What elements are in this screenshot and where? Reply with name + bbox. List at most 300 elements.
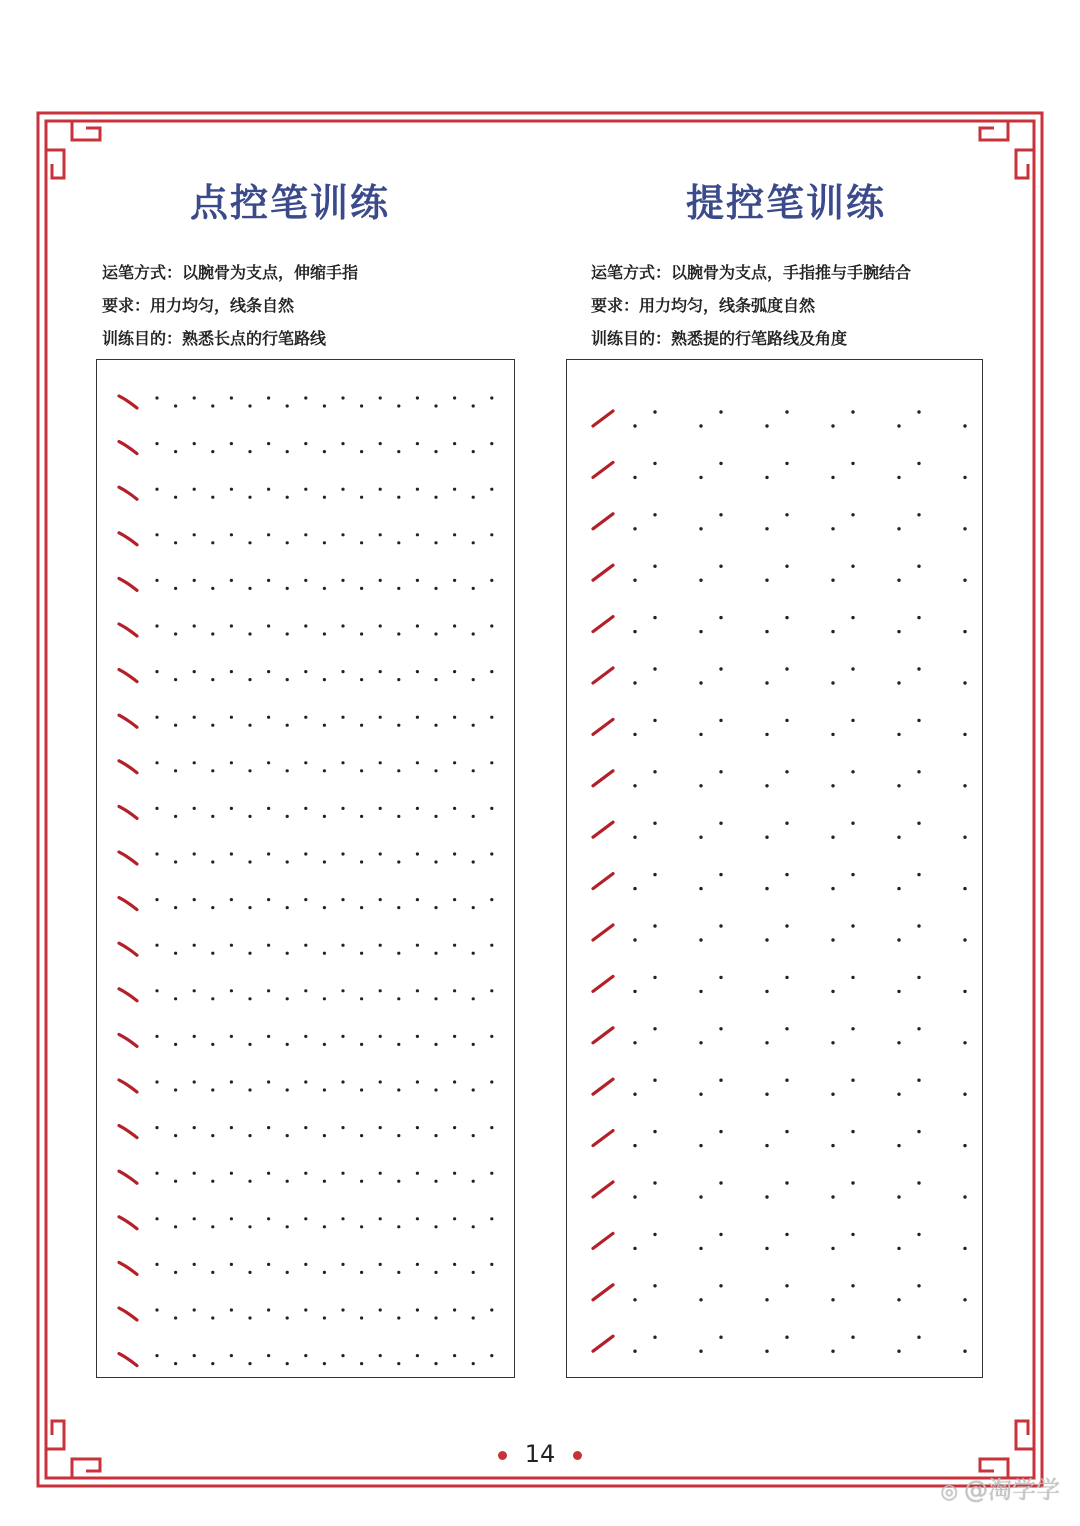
trace-dot — [248, 404, 251, 407]
trace-dot — [379, 670, 382, 673]
trace-dot — [765, 733, 768, 736]
trace-dot — [360, 952, 363, 955]
trace-dot — [360, 496, 363, 499]
trace-dot — [472, 860, 475, 863]
trace-dot — [193, 1080, 196, 1083]
trace-dot — [304, 807, 307, 810]
trace-dot — [341, 1172, 344, 1175]
trace-dot — [211, 997, 214, 1000]
trace-dot — [765, 836, 768, 839]
practice-row — [593, 616, 967, 633]
trace-dot — [917, 1079, 920, 1082]
model-stroke — [593, 1182, 613, 1197]
model-stroke — [119, 1034, 137, 1046]
trace-dot — [897, 1247, 900, 1250]
trace-dot — [341, 761, 344, 764]
trace-dot — [304, 761, 307, 764]
trace-dot — [719, 1336, 722, 1339]
trace-dot — [831, 476, 834, 479]
trace-dot — [267, 1217, 270, 1220]
trace-dot — [851, 924, 854, 927]
practice-row — [593, 873, 967, 890]
trace-dot — [831, 1093, 834, 1096]
trace-dot — [397, 1088, 400, 1091]
trace-dot — [699, 476, 702, 479]
trace-dot — [286, 1088, 289, 1091]
trace-dot — [963, 887, 966, 890]
trace-dot — [323, 1043, 326, 1046]
trace-dot — [267, 1263, 270, 1266]
trace-dot — [831, 990, 834, 993]
trace-dot — [174, 1362, 177, 1365]
trace-dot — [765, 1350, 768, 1353]
trace-dot — [397, 906, 400, 909]
trace-dot — [211, 769, 214, 772]
trace-dot — [304, 624, 307, 627]
trace-dot — [851, 462, 854, 465]
trace-dot — [286, 1043, 289, 1046]
trace-dot — [323, 678, 326, 681]
trace-dot — [765, 1041, 768, 1044]
trace-dot — [193, 1354, 196, 1357]
trace-dot — [719, 873, 722, 876]
trace-dot — [193, 442, 196, 445]
trace-dot — [323, 587, 326, 590]
trace-dot — [304, 1354, 307, 1357]
trace-dot — [155, 533, 158, 536]
trace-dot — [416, 1263, 419, 1266]
trace-dot — [699, 733, 702, 736]
trace-dot — [248, 1043, 251, 1046]
practice-row — [119, 1354, 493, 1366]
trace-dot — [379, 1126, 382, 1129]
trace-dot — [304, 579, 307, 582]
model-stroke — [593, 668, 613, 683]
trace-dot — [963, 579, 966, 582]
trace-dot — [267, 442, 270, 445]
trace-dot — [434, 997, 437, 1000]
trace-dot — [286, 1316, 289, 1319]
trace-dot — [653, 1336, 656, 1339]
trace-dot — [286, 860, 289, 863]
trace-dot — [267, 624, 270, 627]
trace-dot — [490, 488, 493, 491]
trace-dot — [653, 976, 656, 979]
trace-dot — [267, 989, 270, 992]
trace-dot — [248, 1271, 251, 1274]
model-stroke — [119, 578, 137, 590]
trace-dot — [304, 488, 307, 491]
trace-dot — [155, 944, 158, 947]
watermark-text: @淘学学 — [964, 1476, 1060, 1504]
trace-dot — [286, 496, 289, 499]
trace-dot — [719, 667, 722, 670]
trace-dot — [304, 396, 307, 399]
trace-dot — [453, 1172, 456, 1175]
trace-dot — [490, 1172, 493, 1175]
trace-dot — [286, 815, 289, 818]
model-stroke — [119, 898, 137, 910]
trace-dot — [490, 670, 493, 673]
trace-dot — [831, 630, 834, 633]
trace-dot — [267, 1172, 270, 1175]
trace-dot — [341, 624, 344, 627]
left-practice-grid — [96, 359, 515, 1378]
trace-dot — [267, 1354, 270, 1357]
trace-dot — [341, 396, 344, 399]
trace-dot — [341, 898, 344, 901]
trace-dot — [699, 579, 702, 582]
trace-dot — [897, 630, 900, 633]
trace-dot — [633, 733, 636, 736]
trace-dot — [267, 1080, 270, 1083]
trace-dot — [653, 873, 656, 876]
trace-dot — [323, 1088, 326, 1091]
trace-dot — [267, 944, 270, 947]
trace-dot — [230, 807, 233, 810]
trace-dot — [248, 724, 251, 727]
trace-dot — [248, 952, 251, 955]
trace-dot — [397, 1316, 400, 1319]
trace-dot — [323, 450, 326, 453]
trace-dot — [416, 807, 419, 810]
trace-dot — [453, 989, 456, 992]
trace-dot — [379, 898, 382, 901]
trace-dot — [434, 1134, 437, 1137]
trace-dot — [785, 1284, 788, 1287]
trace-dot — [416, 1080, 419, 1083]
trace-dot — [453, 852, 456, 855]
practice-row — [593, 565, 967, 582]
trace-dot — [851, 770, 854, 773]
trace-dot — [453, 1263, 456, 1266]
trace-dot — [653, 410, 656, 413]
trace-dot — [851, 1284, 854, 1287]
practice-row — [119, 1308, 493, 1320]
trace-dot — [785, 770, 788, 773]
trace-dot — [963, 1298, 966, 1301]
trace-dot — [211, 952, 214, 955]
trace-dot — [360, 769, 363, 772]
trace-dot — [397, 1225, 400, 1228]
trace-dot — [304, 1172, 307, 1175]
trace-dot — [360, 860, 363, 863]
trace-dot — [416, 1035, 419, 1038]
trace-dot — [360, 1043, 363, 1046]
trace-dot — [897, 1093, 900, 1096]
practice-row — [119, 1171, 493, 1183]
trace-dot — [917, 462, 920, 465]
trace-dot — [155, 1172, 158, 1175]
trace-dot — [416, 1308, 419, 1311]
trace-dot — [917, 667, 920, 670]
trace-dot — [286, 587, 289, 590]
trace-dot — [379, 852, 382, 855]
trace-dot — [211, 1134, 214, 1137]
trace-dot — [193, 624, 196, 627]
trace-dot — [472, 1134, 475, 1137]
trace-dot — [379, 579, 382, 582]
trace-dot — [453, 1217, 456, 1220]
trace-dot — [193, 761, 196, 764]
trace-dot — [211, 815, 214, 818]
trace-dot — [831, 1041, 834, 1044]
trace-dot — [155, 670, 158, 673]
trace-dot — [453, 1308, 456, 1311]
trace-dot — [434, 496, 437, 499]
trace-dot — [267, 579, 270, 582]
model-stroke — [119, 989, 137, 1001]
trace-dot — [917, 873, 920, 876]
trace-dot — [416, 898, 419, 901]
trace-dot — [831, 887, 834, 890]
trace-dot — [472, 906, 475, 909]
trace-dot — [230, 1263, 233, 1266]
trace-dot — [155, 852, 158, 855]
trace-dot — [174, 860, 177, 863]
trace-dot — [248, 906, 251, 909]
trace-dot — [633, 1144, 636, 1147]
page-number — [0, 1440, 1080, 1480]
trace-dot — [360, 632, 363, 635]
trace-dot — [699, 681, 702, 684]
trace-dot — [174, 724, 177, 727]
trace-dot — [699, 887, 702, 890]
trace-dot — [416, 852, 419, 855]
trace-dot — [490, 761, 493, 764]
trace-dot — [963, 836, 966, 839]
trace-dot — [765, 1093, 768, 1096]
page-number-text: 14 — [524, 1440, 556, 1468]
trace-dot — [379, 716, 382, 719]
trace-dot — [490, 1080, 493, 1083]
trace-dot — [653, 462, 656, 465]
trace-dot — [230, 579, 233, 582]
trace-dot — [897, 784, 900, 787]
trace-dot — [765, 1247, 768, 1250]
trace-dot — [248, 1316, 251, 1319]
trace-dot — [230, 989, 233, 992]
trace-dot — [963, 1247, 966, 1250]
trace-dot — [917, 410, 920, 413]
trace-dot — [286, 1134, 289, 1137]
trace-dot — [453, 533, 456, 536]
trace-dot — [472, 678, 475, 681]
trace-dot — [155, 1035, 158, 1038]
model-stroke — [119, 1080, 137, 1092]
trace-dot — [193, 1308, 196, 1311]
trace-dot — [323, 769, 326, 772]
trace-dot — [785, 924, 788, 927]
trace-dot — [765, 1144, 768, 1147]
trace-dot — [699, 1144, 702, 1147]
trace-dot — [472, 1225, 475, 1228]
trace-dot — [633, 938, 636, 941]
trace-dot — [434, 815, 437, 818]
model-stroke — [119, 852, 137, 864]
trace-dot — [323, 1271, 326, 1274]
trace-dot — [155, 1263, 158, 1266]
trace-dot — [323, 541, 326, 544]
trace-dot — [360, 1225, 363, 1228]
model-stroke — [593, 1131, 613, 1146]
model-stroke — [593, 771, 613, 786]
trace-dot — [699, 527, 702, 530]
trace-dot — [155, 989, 158, 992]
trace-dot — [490, 1263, 493, 1266]
trace-dot — [472, 450, 475, 453]
trace-dot — [193, 898, 196, 901]
trace-dot — [851, 1079, 854, 1082]
practice-row — [119, 806, 493, 818]
trace-dot — [360, 906, 363, 909]
trace-dot — [785, 1130, 788, 1133]
trace-dot — [699, 424, 702, 427]
trace-dot — [304, 1035, 307, 1038]
trace-dot — [248, 1225, 251, 1228]
trace-dot — [323, 632, 326, 635]
trace-dot — [155, 761, 158, 764]
model-stroke — [593, 1079, 613, 1094]
trace-dot — [360, 997, 363, 1000]
trace-dot — [434, 1271, 437, 1274]
trace-dot — [416, 533, 419, 536]
trace-dot — [267, 533, 270, 536]
trace-dot — [472, 1271, 475, 1274]
trace-dot — [230, 1080, 233, 1083]
trace-dot — [248, 678, 251, 681]
trace-dot — [155, 807, 158, 810]
trace-dot — [416, 1354, 419, 1357]
trace-dot — [472, 632, 475, 635]
practice-row — [119, 761, 493, 773]
trace-dot — [963, 990, 966, 993]
trace-dot — [851, 1181, 854, 1184]
trace-dot — [653, 667, 656, 670]
trace-dot — [765, 424, 768, 427]
trace-dot — [831, 1195, 834, 1198]
trace-dot — [851, 565, 854, 568]
trace-dot — [304, 989, 307, 992]
trace-dot — [230, 944, 233, 947]
trace-dot — [286, 724, 289, 727]
trace-dot — [472, 404, 475, 407]
trace-dot — [341, 716, 344, 719]
trace-dot — [211, 678, 214, 681]
practice-row — [119, 989, 493, 1001]
trace-dot — [286, 678, 289, 681]
trace-dot — [653, 1284, 656, 1287]
trace-dot — [897, 938, 900, 941]
trace-dot — [785, 1027, 788, 1030]
trace-dot — [653, 565, 656, 568]
trace-dot — [379, 1263, 382, 1266]
trace-dot — [174, 450, 177, 453]
trace-dot — [453, 1354, 456, 1357]
trace-dot — [416, 944, 419, 947]
model-stroke — [119, 806, 137, 818]
trace-dot — [699, 1298, 702, 1301]
trace-dot — [472, 1088, 475, 1091]
trace-dot — [174, 1180, 177, 1183]
trace-dot — [453, 944, 456, 947]
trace-dot — [379, 1354, 382, 1357]
trace-dot — [379, 944, 382, 947]
trace-dot — [174, 1316, 177, 1319]
trace-dot — [831, 938, 834, 941]
trace-dot — [785, 513, 788, 516]
trace-dot — [633, 1298, 636, 1301]
trace-dot — [397, 997, 400, 1000]
trace-dot — [917, 976, 920, 979]
trace-dot — [174, 632, 177, 635]
trace-dot — [341, 488, 344, 491]
trace-dot — [304, 716, 307, 719]
camera-icon: ◎ — [940, 1479, 958, 1503]
trace-dot — [397, 541, 400, 544]
trace-dot — [490, 579, 493, 582]
trace-dot — [304, 852, 307, 855]
trace-dot — [851, 616, 854, 619]
trace-dot — [633, 1093, 636, 1096]
practice-row — [593, 1284, 967, 1301]
trace-dot — [323, 1316, 326, 1319]
model-stroke — [119, 761, 137, 773]
trace-dot — [719, 1181, 722, 1184]
trace-dot — [963, 733, 966, 736]
trace-dot — [453, 442, 456, 445]
trace-dot — [434, 1088, 437, 1091]
trace-dot — [341, 1126, 344, 1129]
trace-dot — [286, 952, 289, 955]
model-stroke — [593, 874, 613, 889]
trace-dot — [434, 1043, 437, 1046]
trace-dot — [211, 1180, 214, 1183]
trace-dot — [963, 681, 966, 684]
trace-dot — [341, 989, 344, 992]
trace-dot — [397, 1362, 400, 1365]
trace-dot — [193, 716, 196, 719]
trace-dot — [897, 887, 900, 890]
trace-dot — [453, 1035, 456, 1038]
trace-dot — [416, 1172, 419, 1175]
trace-dot — [472, 1362, 475, 1365]
practice-row — [593, 1181, 967, 1198]
trace-dot — [831, 579, 834, 582]
trace-dot — [765, 630, 768, 633]
trace-dot — [379, 807, 382, 810]
practice-row — [119, 442, 493, 454]
trace-dot — [416, 442, 419, 445]
model-stroke — [593, 1336, 613, 1351]
trace-dot — [831, 527, 834, 530]
trace-dot — [719, 565, 722, 568]
trace-dot — [397, 450, 400, 453]
model-stroke — [119, 670, 137, 682]
trace-dot — [653, 616, 656, 619]
practice-row — [119, 533, 493, 545]
trace-dot — [719, 1079, 722, 1082]
trace-dot — [341, 852, 344, 855]
trace-dot — [490, 989, 493, 992]
trace-dot — [397, 678, 400, 681]
trace-dot — [472, 952, 475, 955]
trace-dot — [323, 997, 326, 1000]
trace-dot — [248, 1134, 251, 1137]
trace-dot — [341, 807, 344, 810]
trace-dot — [453, 898, 456, 901]
trace-dot — [490, 1126, 493, 1129]
